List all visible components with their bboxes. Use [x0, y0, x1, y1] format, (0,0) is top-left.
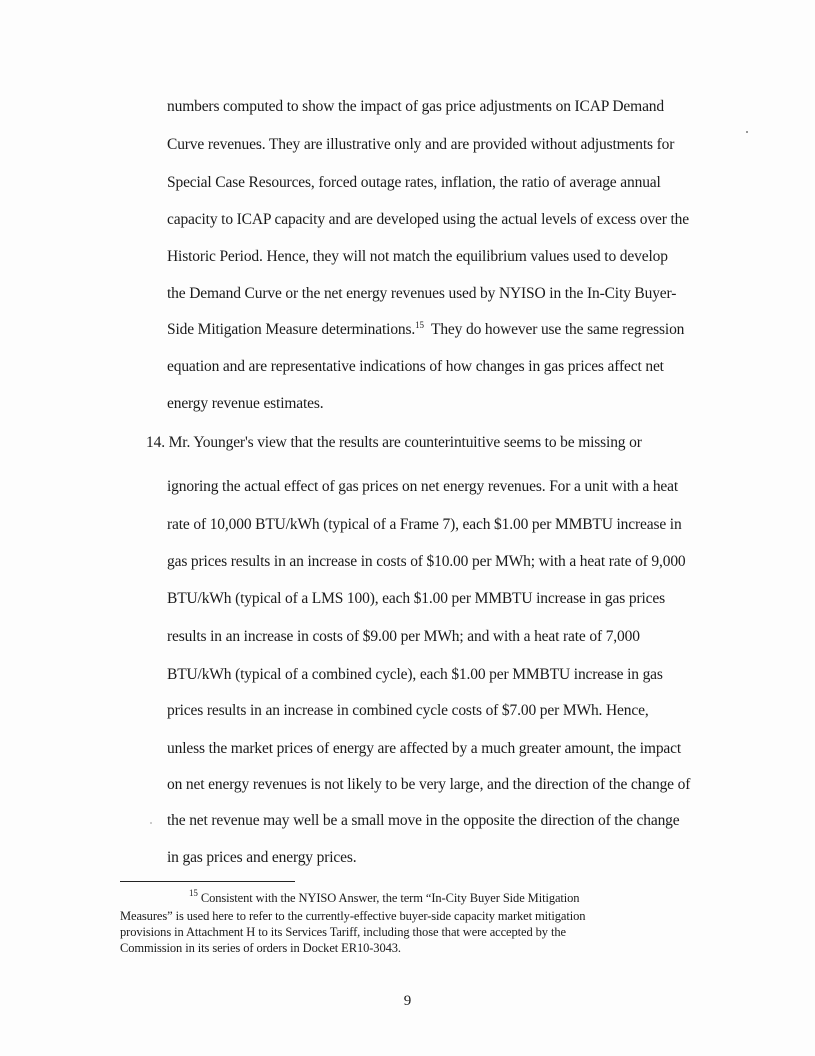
page-number: 9	[403, 993, 412, 1009]
body-text-line: gas prices results in an increase in costs of $10.00 per MWh; with a heat rate of 9,000	[167, 553, 686, 570]
body-text-line: BTU/kWh (typical of a LMS 100), each $1.00 per MMBTU increase in gas prices	[167, 590, 665, 607]
body-text-line: BTU/kWh (typical of a combined cycle), each $1.00 per MMBTU increase in gas	[167, 666, 663, 683]
footnote-line: provisions in Attachment H to its Services Tariff, including those that were accepted by the	[120, 925, 566, 939]
body-text-line: unless the market prices of energy are affected by a much greater amount, the impact	[167, 740, 682, 757]
body-text-line: the Demand Curve or the net energy revenues used by NYISO in the In-City Buyer-	[167, 285, 677, 302]
footnote-number: 15	[189, 888, 198, 898]
body-text-segment: They do however use the same regression	[423, 321, 685, 338]
scan-speck	[150, 822, 152, 824]
numbered-paragraph-first-line: 14. Mr. Younger's view that the results are counterintuitive seems to be missing or	[146, 434, 642, 451]
body-text-line: the net revenue may well be a small move in the opposite the direction of the change	[167, 812, 680, 829]
body-text-line: results in an increase in costs of $9.00 per MWh; and with a heat rate of 7,000	[167, 628, 640, 645]
body-text-line-with-footnote	[167, 321, 684, 339]
footnote-reference[interactable]: 15	[415, 320, 424, 330]
body-text-line: prices results in an increase in combined cycle costs of $7.00 per MWh. Hence,	[167, 702, 649, 719]
body-text-line: ignoring the actual effect of gas prices on net energy revenues. For a unit with a heat	[167, 478, 679, 495]
body-text-line: on net energy revenues is not likely to be very large, and the direction of the change of	[167, 776, 691, 793]
footnote-text-segment: Consistent with the NYISO Answer, the term “In-City Buyer Side Mitigation	[197, 891, 580, 905]
footnote-separator	[120, 881, 295, 882]
body-text-line: Historic Period. Hence, they will not match the equilibrium values used to develop	[167, 248, 668, 265]
body-text-segment: Side Mitigation Measure determinations.	[167, 321, 416, 338]
body-text-line: equation and are representative indications of how changes in gas prices affect net	[167, 358, 664, 375]
body-text-line: rate of 10,000 BTU/kWh (typical of a Frame 7), each $1.00 per MMBTU increase in	[167, 516, 682, 533]
scan-speck	[746, 131, 748, 133]
footnote-line: Measures” is used here to refer to the currently-effective buyer-side capacity market mitigation	[120, 909, 586, 923]
footnote-first-line	[189, 888, 580, 906]
body-text-line: in gas prices and energy prices.	[167, 849, 357, 866]
body-text-line: capacity to ICAP capacity and are developed using the actual levels of excess over the	[167, 211, 689, 228]
body-text-line: Curve revenues. They are illustrative only and are provided without adjustments for	[167, 136, 675, 153]
body-text-line: Special Case Resources, forced outage rates, inflation, the ratio of average annual	[167, 174, 661, 191]
footnote-line: Commission in its series of orders in Docket ER10-3043.	[120, 941, 401, 955]
body-text-line: energy revenue estimates.	[167, 395, 324, 412]
body-text-line: numbers computed to show the impact of gas price adjustments on ICAP Demand	[167, 98, 664, 115]
